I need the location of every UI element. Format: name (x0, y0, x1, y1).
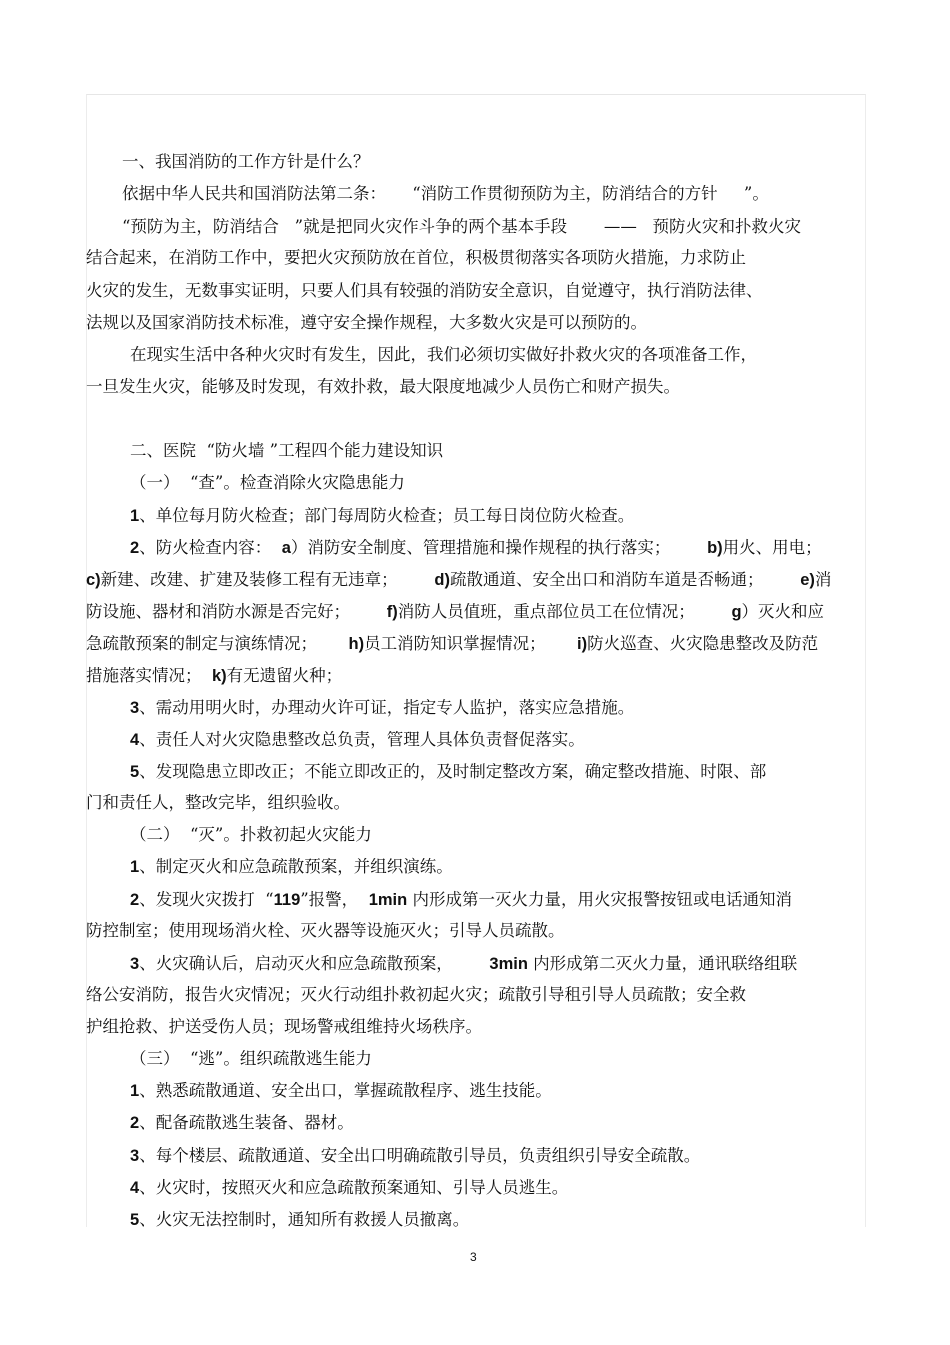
item-text: ）消防安全制度、管理措施和操作规程的执行落实； (290, 538, 671, 557)
item-text: ）灭火和应 (741, 602, 825, 621)
item-number: 2 (130, 539, 140, 557)
item-text: 、火灾无法控制时，通知所有救援人员撤离。 (139, 1210, 470, 1229)
item-text: 、火灾确认后，启动灭火和应急疏散预案， (139, 954, 453, 973)
list-item-continued (86, 570, 831, 590)
item-text: 、责任人对火灾隐患整改总负责，管理人具体负责督促落实。 (139, 730, 585, 749)
item-marker: k) (212, 667, 227, 685)
paragraph-line: 法规以及国家消防技术标准，遵守安全操作规程，大多数火灾是可以预防的。 (86, 313, 647, 332)
paragraph-line: 火灾的发生，无数事实证明，只要人们具有较强的消防安全意识，自觉遵守，执行消防法律、 (86, 281, 763, 300)
item-number: 4 (130, 1179, 140, 1197)
list-item (130, 1081, 552, 1101)
item-text: 员工消防知识掌握情况； (364, 634, 546, 653)
item-number: 3 (130, 699, 140, 717)
item-text: 防火巡查、火灾隐患整改及防范 (587, 634, 819, 653)
item-number: 1 (130, 507, 140, 525)
item-marker: g (731, 603, 742, 621)
list-item-continued: 护组抢救、护送受伤人员；现场警戒组维持火场秩序。 (86, 1017, 482, 1036)
item-number: 3 (130, 1147, 140, 1165)
subsection-heading-escape: （三） “逃”。组织疏散逃生能力 (130, 1049, 372, 1068)
list-item (130, 857, 453, 877)
paragraph-line: 在现实生活中各种火灾时有发生，因此，我们必须切实做好扑救火灾的各项准备工作， (130, 345, 757, 364)
item-text: 、发现火灾拨打 “ (139, 890, 274, 909)
item-number: 5 (130, 1211, 140, 1229)
section-heading-2: 二、医院 “防火墙 ”工程四个能力建设知识 (130, 441, 444, 460)
item-text: 、需动用明火时，办理动火许可证，指定专人监护，落实应急措施。 (139, 698, 635, 717)
list-item-continued (86, 634, 818, 654)
item-number: 1 (130, 858, 140, 876)
list-item (130, 1146, 700, 1166)
item-text: 、每个楼层、疏散通道、安全出口明确疏散引导员，负责组织引导安全疏散。 (139, 1146, 701, 1165)
item-text: 用火、用电； (722, 538, 822, 557)
list-item (130, 730, 585, 750)
subsection-heading-extinguish: （二） “灭”。扑救初起火灾能力 (130, 825, 372, 844)
item-text: 措施落实情况； (86, 666, 202, 685)
item-text: 防设施、器材和消防水源是否完好； (86, 602, 350, 621)
item-marker: f) (386, 603, 398, 621)
item-number: 2 (130, 1114, 140, 1132)
item-number: 1 (130, 1082, 140, 1100)
item-text: 、发现隐患立即改正；不能立即改正的，及时制定整改方案，确定整改措施、时限、部 (139, 762, 767, 781)
section-heading-1: 一、我国消防的工作方针是什么？ (122, 152, 370, 171)
item-text: ”报警， (300, 890, 359, 909)
list-item-continued (86, 602, 824, 622)
list-item (130, 762, 766, 782)
item-text: 消防人员值班，重点部位员工在位情况； (397, 602, 695, 621)
list-item-continued: 络公安消防，报告火灾情况；灭火行动组扑救初起火灾；疏散引导租引导人员疏散；安全救 (86, 985, 746, 1004)
item-text: 内形成第一灭火力量，用火灾报警按钮或电话通知消 (407, 890, 792, 909)
item-marker: 1min (368, 891, 408, 909)
subsection-heading-check: （一） “查”。检查消除火灾隐患能力 (130, 473, 405, 492)
item-text: 、单位每月防火检查；部门每周防火检查；员工每日岗位防火检查。 (139, 506, 635, 525)
item-text: 、配备疏散逃生装备、器材。 (139, 1113, 354, 1132)
item-marker: i) (577, 635, 588, 653)
item-text: 内形成第二灭火力量，通讯联络组联 (527, 954, 798, 973)
list-item (130, 1113, 354, 1133)
item-text: 消 (814, 570, 832, 589)
item-marker: e) (800, 571, 815, 589)
list-item-continued: 门和责任人，整改完毕，组织验收。 (86, 793, 350, 812)
list-item (130, 538, 822, 558)
list-item (130, 1178, 568, 1198)
item-text: 新建、改建、扩建及装修工程有无违章； (100, 570, 398, 589)
list-item (130, 698, 634, 718)
paragraph-line: “预防为主，防消结合 ”就是把同火灾作斗争的两个基本手段 —— 预防火灾和扑救火灾 (122, 217, 802, 236)
item-text: 、防火检查内容： (139, 538, 272, 557)
item-marker: 3min (489, 955, 528, 973)
page-number: 3 (470, 1250, 477, 1264)
paragraph-line: 一旦发生火灾，能够及时发现，有效扑救，最大限度地减少人员伤亡和财产损失。 (86, 377, 680, 396)
item-number: 5 (130, 763, 140, 781)
list-item (130, 954, 797, 974)
item-number: 3 (130, 955, 140, 973)
list-item-continued (86, 666, 342, 686)
item-text: 、熟悉疏散通道、安全出口，掌握疏散程序、逃生技能。 (139, 1081, 552, 1100)
list-item (130, 506, 634, 526)
item-marker: h) (348, 635, 365, 653)
item-marker: d) (434, 571, 450, 589)
item-text: 急疏散预案的制定与演练情况； (86, 634, 317, 653)
item-number: 4 (130, 731, 140, 749)
item-text: 疏散通道、安全出口和消防车道是否畅通； (449, 570, 764, 589)
item-number: 2 (130, 891, 140, 909)
item-marker: c) (86, 571, 101, 589)
item-text: 、火灾时，按照灭火和应急疏散预案通知、引导人员逃生。 (139, 1178, 569, 1197)
item-marker: 119 (273, 891, 301, 909)
list-item (130, 890, 792, 910)
item-marker: b) (707, 539, 723, 557)
list-item (130, 1210, 469, 1230)
list-item-continued: 防控制室；使用现场消火栓、灭火器等设施灭火；引导人员疏散。 (86, 921, 565, 940)
law-basis-line: 依据中华人民共和国消防法第二条： “消防工作贯彻预防为主，防消结合的方针 ”。 (122, 184, 769, 203)
paragraph-line: 结合起来，在消防工作中，要把火灾预防放在首位，积极贯彻落实各项防火措施，力求防止 (86, 248, 746, 267)
item-text: 、制定灭火和应急疏散预案，并组织演练。 (139, 857, 453, 876)
item-text: 有无遗留火种； (226, 666, 343, 685)
item-marker: a (281, 539, 291, 557)
